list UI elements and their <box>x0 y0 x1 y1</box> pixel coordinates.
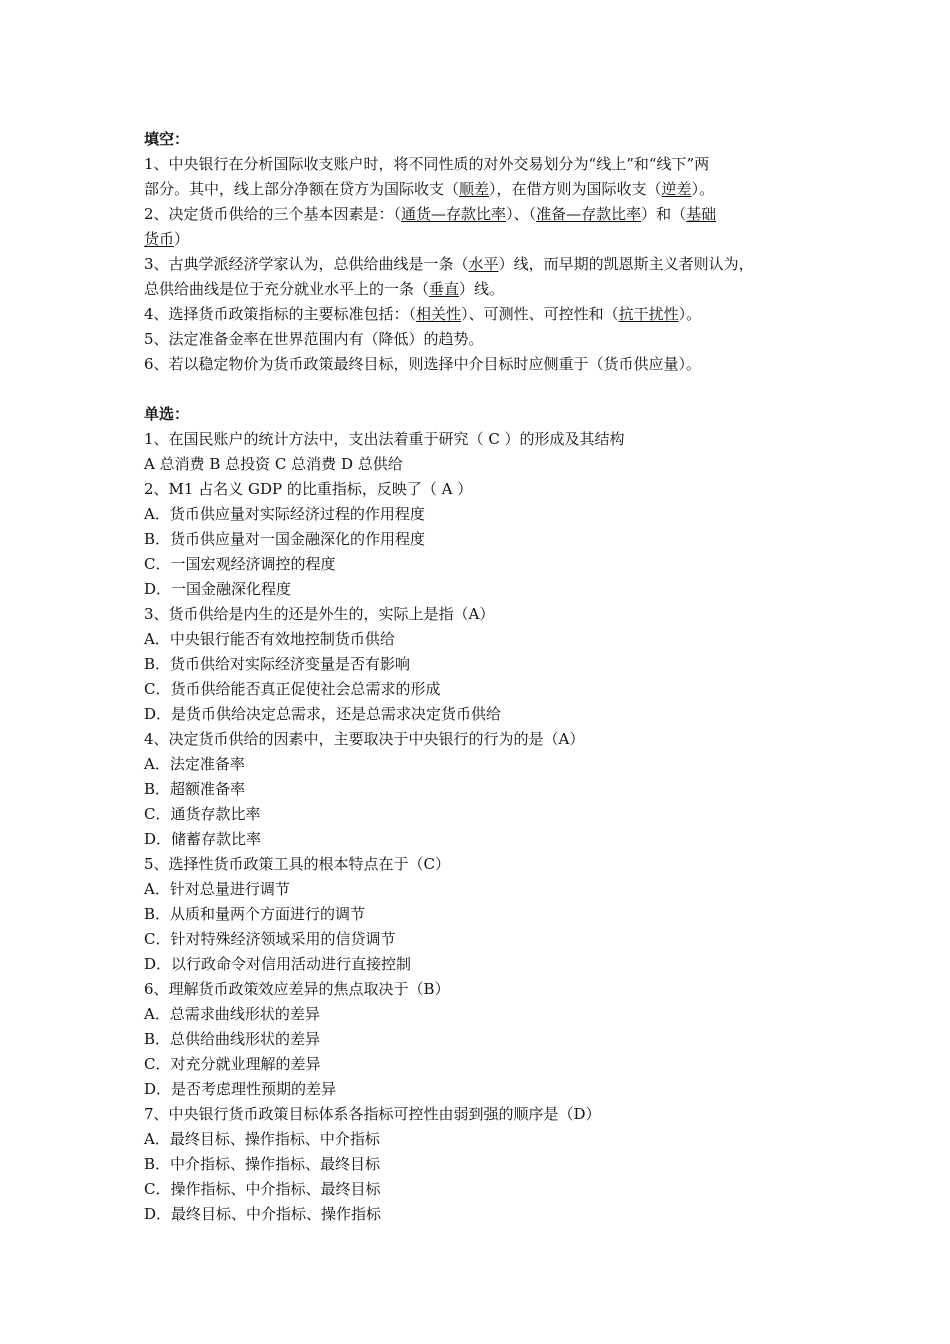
answer-blank: 基础 <box>686 205 717 223</box>
option-line: D．是否考虑理性预期的差异 <box>144 1080 337 1098</box>
question-line: 5、选择性货币政策工具的根本特点在于（C） <box>144 855 451 873</box>
option-line: B．总供给曲线形状的差异 <box>144 1030 321 1048</box>
section-gap <box>144 377 824 402</box>
answer-blank: 逆差 <box>661 180 692 198</box>
question-line: 4、决定货币供给的因素中，主要取决于中央银行的行为的是（A） <box>144 730 585 748</box>
option-line: C．通货存款比率 <box>144 805 261 823</box>
answer-blank: 抗干扰性 <box>618 305 679 323</box>
fill-q2-line2: 货币） <box>144 230 190 248</box>
answer-blank: 相关性 <box>416 305 462 323</box>
option-line: D．最终目标、中介指标、操作指标 <box>144 1205 382 1223</box>
option-line: C．货币供给能否真正促使社会总需求的形成 <box>144 680 441 698</box>
option-line: A．货币供应量对实际经济过程的作用程度 <box>144 505 425 523</box>
answer-blank: 货币 <box>144 230 175 248</box>
option-line: A．法定准备率 <box>144 755 245 773</box>
fill-q5-line: 5、法定准备金率在世界范围内有（降低）的趋势。 <box>144 330 484 348</box>
fill-q1-line1: 1、中央银行在分析国际收支账户时，将不同性质的对外交易划分为“线上”和“线下”两 <box>144 155 710 173</box>
option-line: A．最终目标、操作指标、中介指标 <box>144 1130 380 1148</box>
option-line: C．一国宏观经济调控的程度 <box>144 555 336 573</box>
fill-q4-line: 4、选择货币政策指标的主要标准包括：（相关性）、可测性、可控性和（抗干扰性）。 <box>144 305 702 323</box>
question-line: 6、理解货币政策效应差异的焦点取决于（B） <box>144 980 450 998</box>
answer-blank: 水平 <box>468 255 499 273</box>
option-line: B．货币供应量对一国金融深化的作用程度 <box>144 530 426 548</box>
option-line: B．超额准备率 <box>144 780 246 798</box>
answer-blank: 顺差 <box>459 180 490 198</box>
option-line: D．一国金融深化程度 <box>144 580 292 598</box>
fill-q6-line: 6、若以稳定物价为货币政策最终目标，则选择中介目标时应侧重于（货币供应量）。 <box>144 355 702 373</box>
document-page <box>144 127 824 1227</box>
option-line: D．以行政命令对信用活动进行直接控制 <box>144 955 412 973</box>
option-line: B．从质和量两个方面进行的调节 <box>144 905 366 923</box>
option-line: A．总需求曲线形状的差异 <box>144 1005 320 1023</box>
fill-q2-line1: 2、决定货币供给的三个基本因素是：（通货—存款比率）、（准备—存款比率）和（基础 <box>144 205 717 223</box>
answer-blank: 通货—存款比率 <box>401 205 507 223</box>
answer-blank: 准备—存款比率 <box>536 205 642 223</box>
option-line: A．针对总量进行调节 <box>144 880 290 898</box>
option-line: A．中央银行能否有效地控制货币供给 <box>144 630 395 648</box>
option-line: B．中介指标、操作指标、最终目标 <box>144 1155 381 1173</box>
question-line: 2、M1 占名义 GDP 的比重指标，反映了（ A ） <box>144 480 473 498</box>
option-line: C．针对特殊经济领域采用的信贷调节 <box>144 930 396 948</box>
single-choice-list <box>144 427 824 1227</box>
fill-q3-line2: 总供给曲线是位于充分就业水平上的一条（垂直）线。 <box>144 280 505 298</box>
option-line: D．储蓄存款比率 <box>144 830 262 848</box>
question-line: 3、货币供给是内生的还是外生的，实际上是指（A） <box>144 605 495 623</box>
fill-q1-line2: 部分。其中，线上部分净额在贷方为国际收支（顺差），在借方则为国际收支（逆差）。 <box>144 180 715 198</box>
fill-q3-line1: 3、古典学派经济学家认为，总供给曲线是一条（水平）线，而早期的凯恩斯主义者则认为， <box>144 255 754 273</box>
option-line: D．是货币供给决定总需求，还是总需求决定货币供给 <box>144 705 502 723</box>
option-line: C．操作指标、中介指标、最终目标 <box>144 1180 381 1198</box>
answer-blank: 垂直 <box>429 280 460 298</box>
option-line: B．货币供给对实际经济变量是否有影响 <box>144 655 411 673</box>
option-line: C．对充分就业理解的差异 <box>144 1055 321 1073</box>
question-line: 1、在国民账户的统计方法中，支出法着重于研究（ C ）的形成及其结构 <box>144 430 625 448</box>
question-line: 7、中央银行货币政策目标体系各指标可控性由弱到强的顺序是（D） <box>144 1105 601 1123</box>
fill-heading: 填空： <box>144 130 190 148</box>
option-line: A 总消费 B 总投资 C 总消费 D 总供给 <box>144 455 403 473</box>
single-heading: 单选： <box>144 405 190 423</box>
